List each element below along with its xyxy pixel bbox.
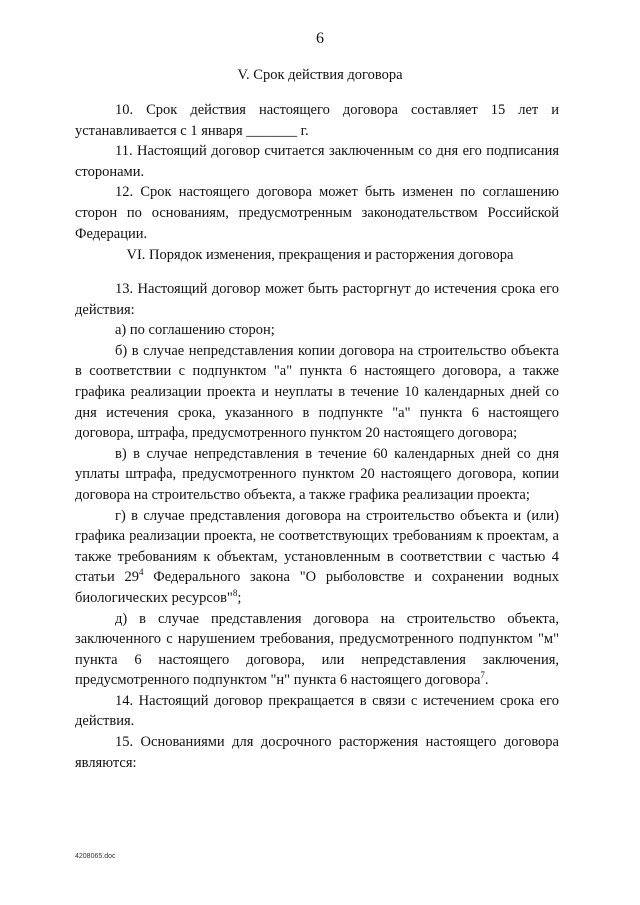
subitem-g-text: г) в случае представления договора на строительство объекта и (или) графика реализации проекта, не соответствующих требованиям к проектам, а также требованиям к объектам, установленным в соответствии с частью 4 статьи 29 — [75, 507, 559, 586]
footnote-ref-8: 8 — [232, 588, 238, 599]
paragraph-13: 13. Настоящий договор может быть расторгнут до истечения срока его действия: — [75, 281, 559, 318]
footnote-ref-7: 7 — [480, 670, 485, 681]
subitem-g-tail: Федерального закона "О рыболовстве и сохранении водных биологических ресурсов" — [75, 569, 559, 606]
paragraph-12: 12. Срок настоящего договора может быть изменен по соглашению сторон по основаниям, предусмотренным законодательством Российской Федерации. — [75, 184, 559, 242]
subitem-g-end: ; — [237, 589, 242, 606]
section-6-heading: VI. Порядок изменения, прекращения и расторжения договора — [126, 247, 514, 263]
subitem-g — [75, 506, 559, 609]
paragraph-10: 10. Срок действия настоящего договора составляет 15 лет и устанавливается с 1 января _______ г. — [75, 102, 559, 139]
section-5-heading: V. Срок действия договора — [237, 67, 403, 83]
subitem-d — [75, 609, 559, 691]
subitem-b: б) в случае непредставления копии договора на строительство объекта в соответствии с подпунктом "а" пункта 6 настоящего договора, а также графика реализации проекта и неуплаты в течение 10 календарных дней со дня истечения срока, указанного в подпункте "а" пункта 6 настоящего договора, штрафа, предусмотренного пунктом 20 настоящего договора; — [75, 342, 559, 442]
section-5-body — [75, 100, 559, 244]
section-6-body — [75, 279, 559, 773]
file-name-footer: 4208065.doc — [75, 853, 116, 860]
paragraph-15: 15. Основаниями для досрочного расторжения настоящего договора являются: — [75, 734, 559, 771]
subitem-d-end: . — [484, 672, 489, 689]
subitem-d-text: д) в случае представления договора на строительство объекта, заключенного с нарушением требования, предусмотренного подпунктом "м" пункта 6 настоящего договора, или непредставления заключения, предусмотренного подпунктом "н" пункта 6 настоящего договора — [75, 610, 559, 689]
page-number: 6 — [316, 30, 324, 47]
paragraph-14: 14. Настоящий договор прекращается в связи с истечением срока его действия. — [75, 692, 559, 730]
footnote-ref-4: 4 — [138, 567, 144, 578]
subitem-v: в) в случае непредставления в течение 60 календарных дней со дня уплаты штрафа, предусмотренного пунктом 20 настоящего договора, копии договора на строительство объекта, а также графика реализации проекта; — [75, 445, 559, 503]
paragraph-11: 11. Настоящий договор считается заключенным со дня его подписания сторонами. — [75, 143, 559, 180]
subitem-a: а) по соглашению сторон; — [115, 322, 275, 339]
